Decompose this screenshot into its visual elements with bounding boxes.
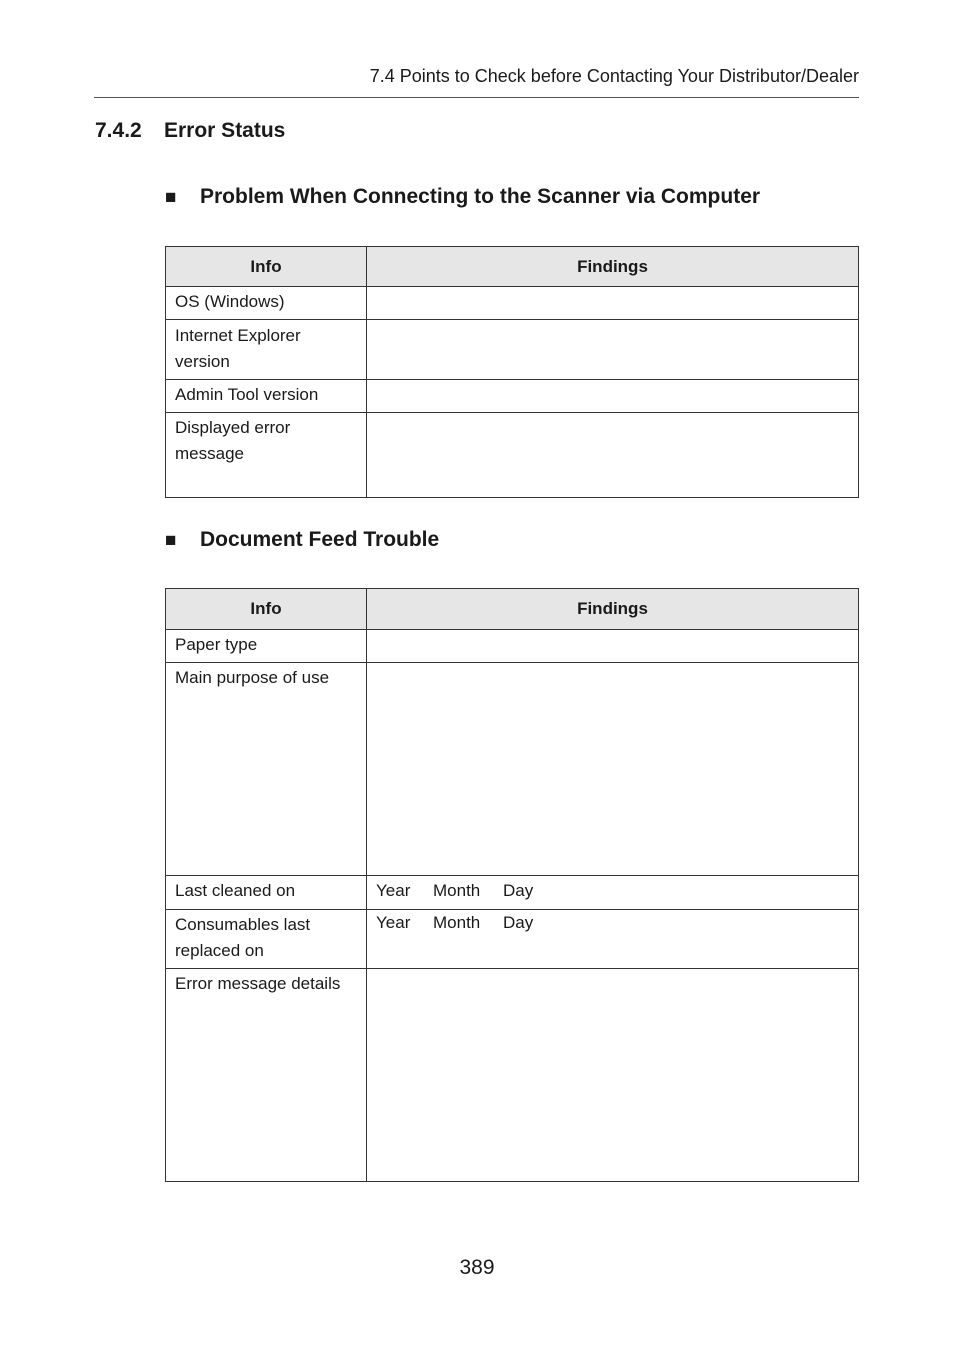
findings-cell[interactable] bbox=[367, 413, 859, 498]
column-header-info: Info bbox=[166, 247, 367, 287]
table-row bbox=[166, 320, 859, 380]
date-findings-cell[interactable] bbox=[367, 910, 859, 969]
column-header-findings: Findings bbox=[367, 589, 859, 630]
findings-cell[interactable] bbox=[367, 663, 859, 876]
findings-cell[interactable] bbox=[367, 320, 859, 380]
table-row bbox=[166, 663, 859, 876]
findings-cell[interactable] bbox=[367, 380, 859, 413]
info-cell: Displayed error message bbox=[166, 413, 367, 498]
day-label: Day bbox=[503, 913, 534, 932]
info-cell: Consumables last replaced on bbox=[166, 910, 367, 969]
info-cell: Last cleaned on bbox=[166, 876, 367, 910]
running-header: 7.4 Points to Check before Contacting Your Distributor/Dealer bbox=[369, 66, 859, 86]
findings-cell[interactable] bbox=[367, 630, 859, 663]
section-title-text: Error Status bbox=[164, 119, 286, 142]
subsection-heading-feed-trouble bbox=[165, 528, 439, 552]
info-cell: Error message details bbox=[166, 969, 367, 1182]
subsection-heading-connection bbox=[165, 185, 760, 209]
column-header-findings: Findings bbox=[367, 247, 859, 287]
month-label: Month bbox=[433, 913, 481, 932]
table-row bbox=[166, 287, 859, 320]
day-label: Day bbox=[503, 881, 534, 900]
section-title bbox=[95, 119, 285, 143]
year-label: Year bbox=[376, 913, 411, 932]
info-cell: Main purpose of use bbox=[166, 663, 367, 876]
square-bullet-icon: ■ bbox=[165, 530, 177, 551]
page-number: 389 bbox=[459, 1256, 495, 1279]
feed-trouble-findings-table bbox=[165, 588, 859, 1182]
subsection-title: Document Feed Trouble bbox=[200, 528, 440, 551]
info-cell: OS (Windows) bbox=[166, 287, 367, 320]
table-header-row bbox=[166, 589, 859, 630]
findings-cell[interactable] bbox=[367, 287, 859, 320]
info-cell: Admin Tool version bbox=[166, 380, 367, 413]
table-row bbox=[166, 380, 859, 413]
info-cell: Internet Explorer version bbox=[166, 320, 367, 380]
date-findings-cell[interactable] bbox=[367, 876, 859, 910]
header-divider bbox=[94, 97, 859, 98]
findings-cell[interactable] bbox=[367, 969, 859, 1182]
column-header-info: Info bbox=[166, 589, 367, 630]
subsection-title: Problem When Connecting to the Scanner via Computer bbox=[200, 185, 761, 208]
table-row bbox=[166, 969, 859, 1182]
month-label: Month bbox=[433, 881, 481, 900]
table-row bbox=[166, 910, 859, 969]
table-row bbox=[166, 876, 859, 910]
table-row bbox=[166, 630, 859, 663]
connection-findings-table bbox=[165, 246, 859, 498]
info-cell: Paper type bbox=[166, 630, 367, 663]
table-header-row bbox=[166, 247, 859, 287]
year-label: Year bbox=[376, 881, 411, 900]
square-bullet-icon: ■ bbox=[165, 187, 177, 208]
table-row bbox=[166, 413, 859, 498]
section-number: 7.4.2 bbox=[95, 119, 142, 142]
